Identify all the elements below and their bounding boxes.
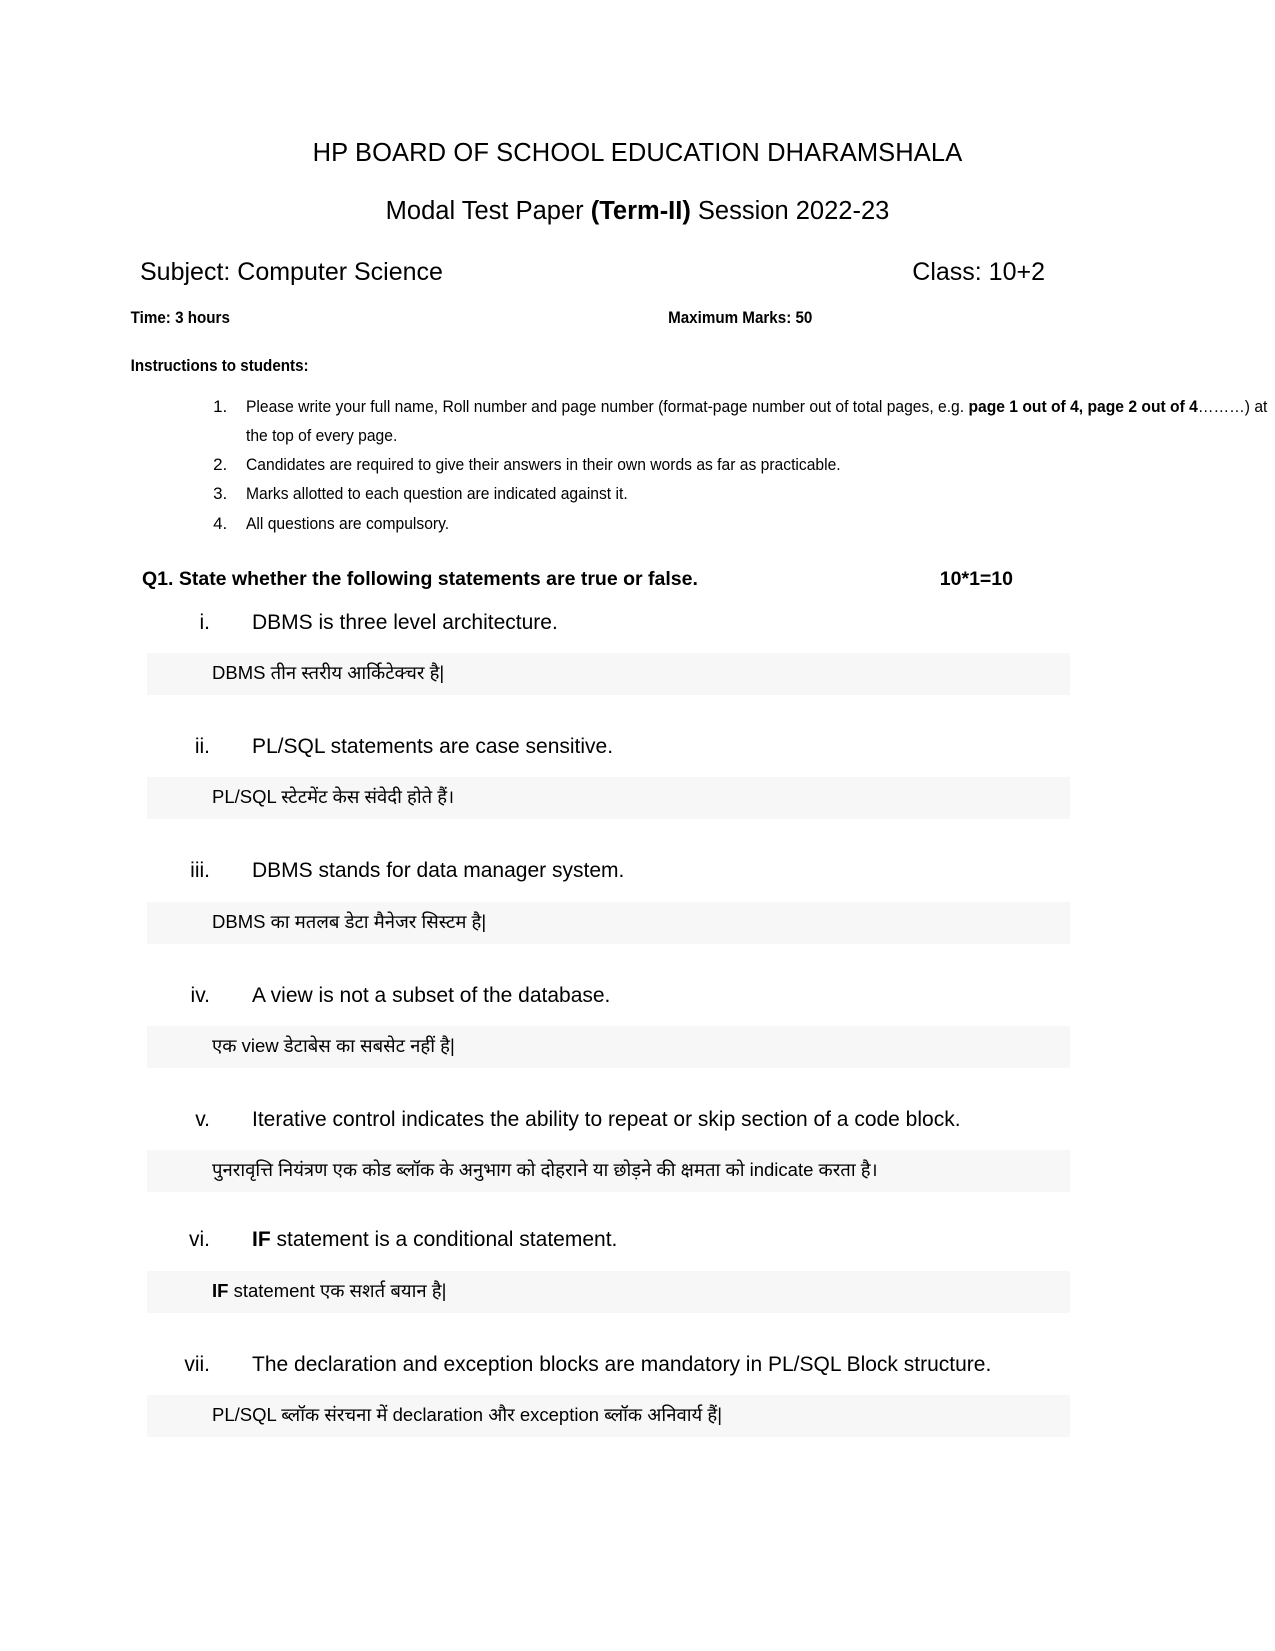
spacer <box>0 819 1275 857</box>
item-number: i. <box>199 610 210 634</box>
instruction-pre: Please write your full name, Roll number and page number (format-page number out of total pages, e.g. <box>246 396 969 416</box>
item-text-hi-pre: PL/SQL ब्लॉक संरचना में declaration और exception ब्लॉक अनिवार्य हैं| <box>212 1403 723 1425</box>
question-item-row <box>0 733 1275 760</box>
list-item <box>0 1226 1275 1350</box>
item-text-hi-pre: DBMS तीन स्तरीय आर्किटेक्चर है| <box>212 662 445 684</box>
question-item-row <box>0 1106 1275 1133</box>
item-text-hi-band <box>147 902 1070 944</box>
item-text-en-pre: Iterative control indicates the ability to repeat or skip section of a code block. <box>252 1107 961 1131</box>
paper-title-prefix: Modal Test Paper <box>385 196 591 225</box>
item-text-en <box>210 982 610 1009</box>
instructions-list <box>0 392 1275 538</box>
time-marks-row <box>0 309 1026 328</box>
item-number: v. <box>195 1107 210 1131</box>
item-text-en <box>210 1226 617 1253</box>
item-text-en-pre: DBMS stands for data manager system. <box>252 859 625 883</box>
item-text-en-bold: IF <box>252 1228 271 1252</box>
spacer <box>0 1068 1275 1106</box>
spacer <box>0 944 1275 982</box>
item-number: vi. <box>189 1228 210 1252</box>
question1-marks: 10*1=10 <box>939 567 1013 590</box>
item-text-hi-band <box>147 1150 1070 1192</box>
item-number: iii. <box>190 859 210 883</box>
list-item <box>0 982 1275 1106</box>
list-item <box>232 392 1275 450</box>
subject-class-row <box>0 258 1275 287</box>
item-text-en <box>210 609 558 636</box>
instruction-text: 2. Candidates are required to give their answers in their own words as far as practicable. <box>246 455 841 475</box>
instructions-title: Instructions to students: <box>130 356 309 375</box>
item-text-en-pre: A view is not a subset of the database. <box>252 983 611 1007</box>
item-text-hi-pre: एक view डेटाबेस का सबसेट नहीं है| <box>212 1035 455 1057</box>
item-text-en-pre: DBMS is three level architecture. <box>252 610 558 634</box>
item-number: ii. <box>194 735 210 759</box>
board-title: HP BOARD OF SCHOOL EDUCATION DHARAMSHALA <box>312 139 963 167</box>
item-text-hi-band <box>147 1026 1070 1068</box>
list-item <box>232 509 1275 538</box>
paper-title-suffix: Session 2022-23 <box>690 196 890 225</box>
question-item-row <box>0 982 1275 1009</box>
list-item <box>0 1351 1275 1437</box>
maximum-marks-label: Maximum Marks: 50 <box>668 308 813 327</box>
instruction-text <box>246 392 1275 450</box>
list-item <box>0 857 1275 981</box>
time-label: Time: 3 hours <box>130 308 230 327</box>
item-number: vii. <box>184 1352 210 1376</box>
item-number: iv. <box>190 983 210 1007</box>
item-text-hi-band <box>147 777 1070 819</box>
instruction-text: 3. Marks allotted to each question are indicated against it. <box>246 484 628 504</box>
list-item <box>232 479 1275 508</box>
item-text-en-pre: PL/SQL statements are case sensitive. <box>252 735 614 759</box>
paper-title <box>0 196 1275 228</box>
item-text-hi-pre: पुनरावृत्ति नियंत्रण एक कोड ब्लॉक के अनुभाग को दोहराने या छोड़ने की क्षमता को indicate करता है। <box>212 1159 878 1181</box>
item-text-en <box>210 1351 991 1378</box>
class-label: Class: 10+2 <box>912 257 1045 286</box>
item-text-en <box>210 733 613 760</box>
question1-items <box>0 609 1275 1437</box>
spacer <box>0 1192 1275 1226</box>
item-text-en-pre: The declaration and exception blocks are mandatory in PL/SQL Block structure. <box>252 1352 992 1376</box>
item-text-hi-band <box>147 1395 1070 1437</box>
list-item <box>232 450 1275 479</box>
item-text-en <box>210 857 624 884</box>
instruction-bold: page 1 out of 4, page 2 out of 4 <box>968 396 1198 416</box>
question-item-row <box>0 1226 1275 1253</box>
instruction-text: 4. All questions are compulsory. <box>246 513 450 533</box>
list-item <box>0 1106 1275 1226</box>
item-text-hi-bold: IF <box>212 1279 229 1301</box>
question1-heading: Q1. State whether the following statements are true or false. <box>142 567 698 590</box>
item-text-en <box>210 1106 961 1133</box>
item-text-hi-post: statement एक सशर्त बयान है| <box>228 1279 447 1301</box>
question1-heading-row <box>0 568 1275 591</box>
paper-title-term: (Term-II) <box>590 196 691 225</box>
subject-label: Subject: Computer Science <box>140 257 443 286</box>
spacer <box>0 695 1275 733</box>
item-text-hi-pre: DBMS का मतलब डेटा मैनेजर सिस्टम है| <box>212 910 487 932</box>
item-text-hi-band <box>147 653 1070 695</box>
item-text-en-post: statement is a conditional statement. <box>270 1228 618 1252</box>
question-item-row <box>0 1351 1275 1378</box>
list-item <box>0 609 1275 733</box>
list-item <box>0 733 1275 857</box>
instruction-post: ………) at the top of every page. <box>246 396 1268 445</box>
question-item-row <box>0 857 1275 884</box>
item-text-hi-pre: PL/SQL स्टेटमेंट केस संवेदी होते हैं। <box>212 786 455 808</box>
spacer <box>0 1313 1275 1351</box>
item-text-hi-band <box>147 1271 1070 1313</box>
question-item-row <box>0 609 1275 636</box>
